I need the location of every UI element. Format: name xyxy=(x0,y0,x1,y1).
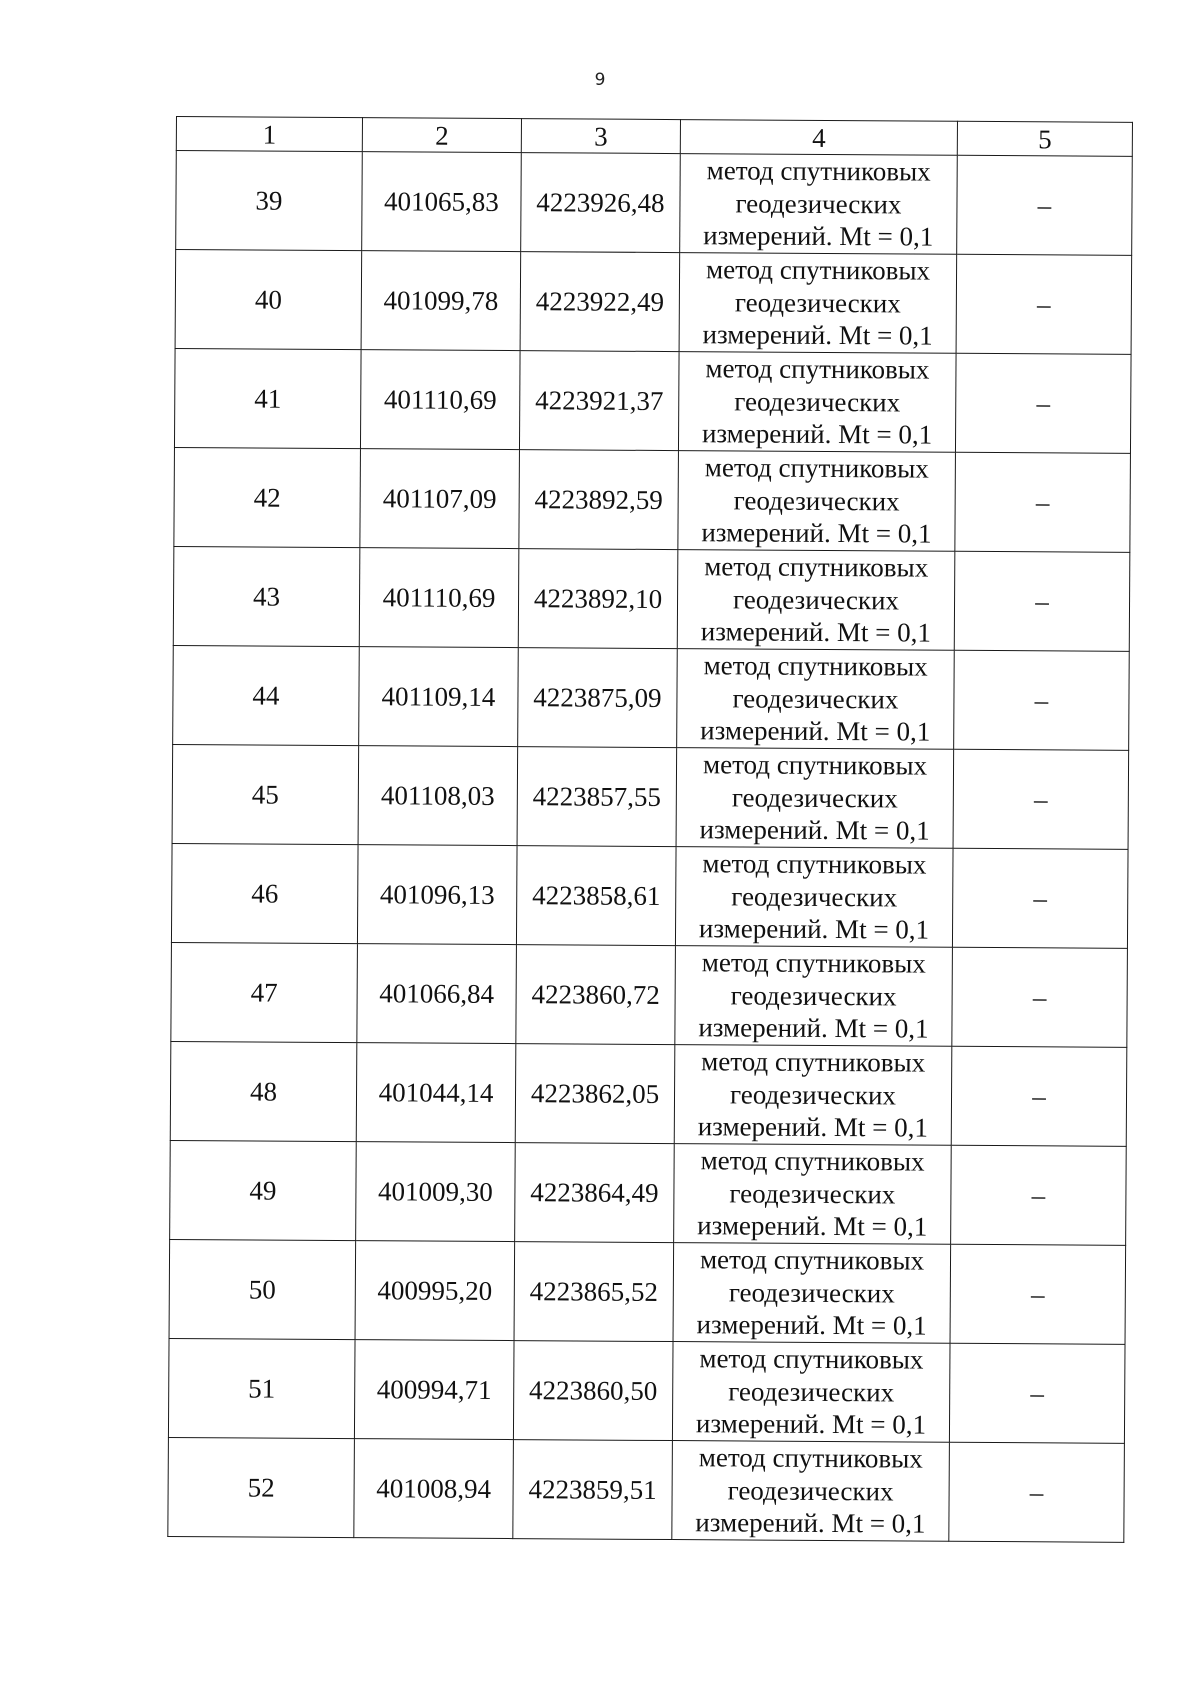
method-cell xyxy=(673,1243,951,1344)
note-cell: – xyxy=(950,1244,1126,1344)
method-cell xyxy=(680,154,958,255)
x-coordinate-cell: 401066,84 xyxy=(357,944,517,1044)
method-line: измерений. Mt = 0,1 xyxy=(695,1507,926,1539)
method-line: метод спутниковых xyxy=(699,1244,925,1276)
method-line: измерений. Mt = 0,1 xyxy=(699,814,930,846)
y-coordinate-cell: 4223857,55 xyxy=(517,747,677,847)
method-line: измерений. Mt = 0,1 xyxy=(696,1309,927,1341)
note-cell: – xyxy=(951,1145,1127,1245)
note-cell: – xyxy=(954,650,1130,750)
method-line: измерений. Mt = 0,1 xyxy=(701,418,933,450)
method-line: метод спутниковых xyxy=(706,155,931,187)
table-header-row xyxy=(176,117,1132,157)
x-coordinate-cell: 401108,03 xyxy=(358,746,518,846)
method-line: метод спутниковых xyxy=(701,947,926,979)
method-line: измерений. Mt = 0,1 xyxy=(701,517,932,549)
table-row xyxy=(174,348,1131,453)
point-number-cell: 41 xyxy=(174,348,361,448)
point-number-cell: 50 xyxy=(169,1239,356,1339)
method-line: измерений. Mt = 0,1 xyxy=(698,913,930,945)
note-cell: – xyxy=(955,353,1131,453)
method-line: метод спутниковых xyxy=(701,1046,926,1078)
y-coordinate-cell: 4223926,48 xyxy=(521,153,681,253)
point-number-cell: 49 xyxy=(170,1140,357,1240)
method-line: метод спутниковых xyxy=(704,551,929,583)
method-line: измерений. Mt = 0,1 xyxy=(700,616,932,648)
point-number-cell: 45 xyxy=(172,744,359,844)
point-number-cell: 40 xyxy=(175,250,362,350)
table-row xyxy=(174,447,1131,552)
x-coordinate-cell: 401109,14 xyxy=(359,647,519,747)
method-line: геодезических xyxy=(732,683,899,715)
point-number-cell: 44 xyxy=(173,645,360,745)
x-coordinate-cell: 401110,69 xyxy=(360,350,520,450)
column-header: 3 xyxy=(521,119,680,154)
x-coordinate-cell: 401008,94 xyxy=(354,1439,514,1539)
x-coordinate-cell: 401009,30 xyxy=(356,1142,516,1242)
method-line: метод спутниковых xyxy=(703,650,928,682)
method-line: геодезических xyxy=(730,980,897,1012)
note-cell: – xyxy=(951,1046,1127,1146)
y-coordinate-cell: 4223892,10 xyxy=(518,549,678,649)
column-header: 2 xyxy=(362,118,521,153)
x-coordinate-cell: 401065,83 xyxy=(362,152,522,252)
note-cell: – xyxy=(956,254,1132,354)
note-cell: – xyxy=(952,848,1128,948)
y-coordinate-cell: 4223892,59 xyxy=(519,450,679,550)
note-cell: – xyxy=(953,749,1129,849)
method-cell xyxy=(678,352,956,453)
method-line: метод спутниковых xyxy=(699,1343,924,1375)
table-row xyxy=(170,1140,1127,1245)
table-row xyxy=(173,645,1130,750)
x-coordinate-cell: 400994,71 xyxy=(354,1340,514,1440)
column-header: 1 xyxy=(176,117,362,152)
method-line: метод спутниковых xyxy=(704,452,929,484)
method-line: измерений. Mt = 0,1 xyxy=(703,220,934,252)
y-coordinate-cell: 4223922,49 xyxy=(520,252,680,352)
method-cell xyxy=(674,1144,952,1245)
method-cell xyxy=(679,253,957,354)
table-row xyxy=(175,250,1132,355)
method-line: измерений. Mt = 0,1 xyxy=(697,1210,928,1242)
point-number-cell: 52 xyxy=(168,1437,355,1537)
point-number-cell: 51 xyxy=(168,1338,355,1438)
method-line: метод спутниковых xyxy=(702,749,928,781)
y-coordinate-cell: 4223865,52 xyxy=(514,1242,674,1342)
method-line: геодезических xyxy=(731,782,898,814)
y-coordinate-cell: 4223859,51 xyxy=(513,1440,673,1540)
column-header: 4 xyxy=(680,120,957,156)
method-line: геодезических xyxy=(731,881,898,913)
method-line: метод спутниковых xyxy=(702,848,927,880)
y-coordinate-cell: 4223921,37 xyxy=(519,351,679,451)
y-coordinate-cell: 4223858,61 xyxy=(516,846,676,946)
table-row xyxy=(171,843,1128,948)
note-cell: – xyxy=(952,947,1128,1047)
note-cell: – xyxy=(955,452,1131,552)
x-coordinate-cell: 401110,69 xyxy=(359,548,519,648)
table-row xyxy=(173,546,1130,651)
y-coordinate-cell: 4223862,05 xyxy=(515,1044,675,1144)
table-row xyxy=(170,1041,1127,1146)
x-coordinate-cell: 401107,09 xyxy=(360,449,520,549)
point-number-cell: 48 xyxy=(170,1041,357,1141)
method-cell xyxy=(672,1342,950,1443)
method-line: измерений. Mt = 0,1 xyxy=(700,715,931,747)
method-cell xyxy=(675,946,953,1047)
point-number-cell: 39 xyxy=(176,151,363,251)
x-coordinate-cell: 400995,20 xyxy=(355,1241,515,1341)
method-cell xyxy=(675,847,953,948)
page-number: 9 xyxy=(594,70,606,90)
x-coordinate-cell: 401044,14 xyxy=(356,1043,516,1143)
method-cell xyxy=(678,451,956,552)
method-line: геодезических xyxy=(727,1475,894,1507)
table-row xyxy=(168,1338,1125,1443)
method-line: метод спутниковых xyxy=(700,1145,925,1177)
method-cell xyxy=(677,649,955,750)
point-number-cell: 43 xyxy=(173,546,360,646)
method-line: геодезических xyxy=(734,386,901,418)
method-cell xyxy=(677,550,955,651)
point-number-cell: 46 xyxy=(171,843,358,943)
method-line: метод спутниковых xyxy=(705,254,931,286)
method-line: геодезических xyxy=(729,1079,897,1111)
method-line: измерений. Mt = 0,1 xyxy=(697,1111,928,1143)
y-coordinate-cell: 4223860,72 xyxy=(516,945,676,1045)
method-line: метод спутниковых xyxy=(698,1442,923,1474)
method-line: метод спутниковых xyxy=(705,353,930,385)
column-header: 5 xyxy=(957,121,1132,156)
method-cell xyxy=(674,1045,952,1146)
x-coordinate-cell: 401096,13 xyxy=(357,845,517,945)
x-coordinate-cell: 401099,78 xyxy=(361,251,521,351)
table-row xyxy=(171,942,1128,1047)
y-coordinate-cell: 4223860,50 xyxy=(513,1341,673,1441)
method-line: геодезических xyxy=(728,1277,895,1309)
coordinates-table xyxy=(167,116,1133,1543)
method-cell xyxy=(672,1441,950,1542)
method-line: геодезических xyxy=(733,584,900,616)
table-row xyxy=(176,151,1133,256)
method-line: геодезических xyxy=(729,1178,896,1210)
note-cell: – xyxy=(949,1343,1125,1443)
point-number-cell: 47 xyxy=(171,942,358,1042)
table-row xyxy=(168,1437,1125,1542)
method-cell xyxy=(676,748,954,849)
method-line: геодезических xyxy=(733,485,900,517)
table-row xyxy=(169,1239,1126,1344)
table-body xyxy=(168,151,1132,1543)
method-line: измерений. Mt = 0,1 xyxy=(702,319,933,351)
method-line: измерений. Mt = 0,1 xyxy=(695,1408,927,1440)
note-cell: – xyxy=(954,551,1130,651)
method-line: геодезических xyxy=(734,287,901,319)
note-cell: – xyxy=(949,1442,1125,1542)
table-row xyxy=(172,744,1129,849)
method-line: измерений. Mt = 0,1 xyxy=(698,1012,929,1044)
note-cell: – xyxy=(957,155,1133,255)
y-coordinate-cell: 4223864,49 xyxy=(515,1143,675,1243)
method-line: геодезических xyxy=(735,188,902,220)
point-number-cell: 42 xyxy=(174,447,361,547)
y-coordinate-cell: 4223875,09 xyxy=(518,648,678,748)
method-line: геодезических xyxy=(728,1376,895,1408)
